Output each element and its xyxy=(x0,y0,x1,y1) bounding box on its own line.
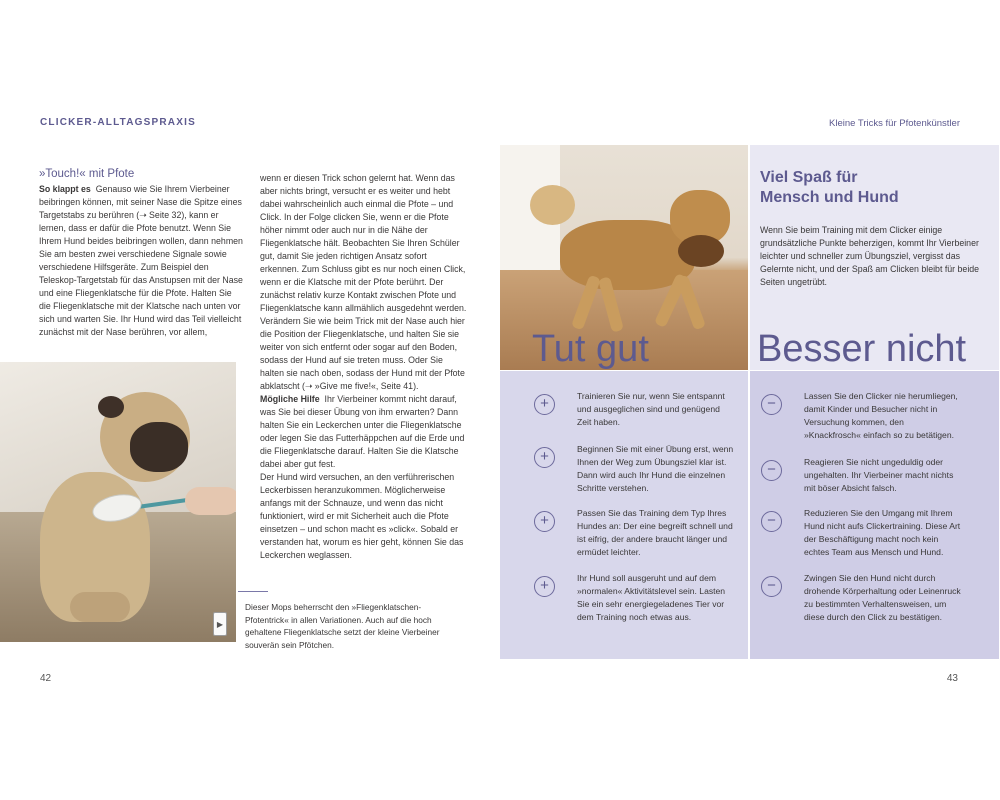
info-box-title: Viel Spaß für Mensch und Hund xyxy=(760,169,899,206)
besser-nicht-item xyxy=(761,507,961,559)
plus-circle-icon: + xyxy=(534,576,555,597)
caption-rule xyxy=(238,591,268,592)
left-column-2 xyxy=(260,172,468,562)
plus-circle-icon: + xyxy=(534,394,555,415)
besser-nicht-item-text: Lassen Sie den Clicker nie herumliegen, damit Kinder und Besucher nicht in Versuchung kommen, den »Knackfrosch« einfach so zu betätigen. xyxy=(804,391,958,440)
tut-gut-item xyxy=(534,443,734,495)
besser-nicht-item xyxy=(761,572,961,624)
minus-circle-icon: − xyxy=(761,460,782,481)
section-title: »Touch!« mit Pfote xyxy=(39,168,135,180)
help-paragraph-2: Der Hund wird versuchen, an den verführerischen Leckerbissen heranzukommen. Möglicherweise anfangs mit der Schnauze, und wenn das nicht funktioniert, wird er mit Sicherheit auch die Pfote einsetzen – und schon macht es »click«. Sobald er verstanden hat, worum es hier geht, können Sie das Leckerchen weglassen. xyxy=(260,472,464,560)
video-play-icon[interactable]: ▶ xyxy=(213,612,227,636)
plus-circle-icon: + xyxy=(534,511,555,532)
lead-label: So klappt es xyxy=(39,184,91,194)
pug-photo xyxy=(0,362,236,642)
help-label: Mögliche Hilfe xyxy=(260,394,320,404)
minus-circle-icon: − xyxy=(761,576,782,597)
continued-paragraph: wenn er diesen Trick schon gelernt hat. Wenn das aber nichts bringt, versucht er es weiter und hebt dabei wahrscheinlich auch einmal die Pfote – und Click. In der Folge clicken Sie, wenn er die Pfote höher nimmt oder auch nur in die Nähe der Fliegenklatsche hält. Beobachten Sie Ihren Schüler gut, damit Sie jeden richtigen Ansatz sofort erkennen. Zum Schluss gibt es nur noch einen Click, wenn er die Klatsche mit der Pfote berührt. Der zunächst relativ kurze Kontakt zwischen Pfote und Fliegenklatsche kann allmählich ausgedehnt werden. Verändern Sie wie beim Trick mit der Nase auch hier die Position der Fliegenklatsche, und halten Sie sie weiter von sich entfernt oder sogar auf den Boden, sodass der Hund auf sie treten muss. Oder Sie halten sie nach oben, sodass der Hund mit der Pfote abklatscht (➝ »Give me five!«, Seite 41). xyxy=(260,173,467,391)
plus-circle-icon: + xyxy=(534,447,555,468)
running-head-right: Kleine Tricks für Pfotenkünstler xyxy=(829,118,960,129)
info-box-text: Wenn Sie beim Training mit dem Clicker einige grundsätzliche Punkte beherzigen, kommt Ihr Vierbeiner leichter und schneller zum Übungsziel, vergisst das Gelernte nicht, und der Spaß am Clicken bleibt für beide Seiten ungetrübt. xyxy=(760,225,980,287)
minus-circle-icon: − xyxy=(761,394,782,415)
tut-gut-item-text: Beginnen Sie mit einer Übung erst, wenn Ihnen der Weg zum Übungsziel klar ist. Dann wird auch Ihr Hund die einzelnen Schritte verstehen. xyxy=(577,444,734,493)
tut-gut-item-text: Passen Sie das Training dem Typ Ihres Hundes an: Der eine begreift schnell und ist eifrig, der andere braucht länger und ermüdet leichter. xyxy=(577,508,733,557)
tut-gut-item xyxy=(534,507,734,559)
running-head-left: CLICKER-ALLTAGSPRAXIS xyxy=(40,117,196,128)
left-column-1 xyxy=(39,168,244,339)
page-number-left: 42 xyxy=(40,673,52,684)
besser-nicht-item xyxy=(761,390,961,442)
minus-circle-icon: − xyxy=(761,511,782,532)
intro-paragraph xyxy=(39,183,244,339)
tut-gut-item xyxy=(534,390,734,429)
besser-nicht-item-text: Reduzieren Sie den Umgang mit Ihrem Hund nicht aufs Clickertraining. Diese Art der Beschäftigung macht noch kein echtes Team aus Mensch und Hund. xyxy=(804,508,961,557)
tut-gut-item-text: Trainieren Sie nur, wenn Sie entspannt und ausgeglichen sind und genügend Zeit haben. xyxy=(577,391,725,427)
besser-nicht-item-text: Zwingen Sie den Hund nicht durch drohende Körperhaltung oder Leinenruck zu bestimmten Verhaltensweisen, um diese durch den Click zu bestätigen. xyxy=(804,573,961,622)
help-text: Ihr Vierbeiner kommt nicht darauf, was Sie bei dieser Übung von ihm erwarten? Dann halten Sie ein Leckerchen unter die Fliegenklatsche oder legen Sie das Futterhäppchen auf die Erde und die Fliegenklatsche darauf. Halten Sie die Klatsche dabei aber gut fest. xyxy=(260,394,465,469)
besser-nicht-item-text: Reagieren Sie nicht ungeduldig oder ungehalten. Ihr Vierbeiner macht nichts mit böser Absicht falsch. xyxy=(804,457,954,493)
help-paragraph xyxy=(260,393,468,471)
besser-nicht-heading: Besser nicht xyxy=(757,328,967,370)
besser-nicht-item xyxy=(761,456,961,495)
intro-text: Genauso wie Sie Ihrem Vierbeiner beibringen können, mit seiner Nase die Spitze eines Targetstabs zu berühren (➝ Seite 32), kann er lernen, dass er dafür die Pfote benutzt. Wenn Sie Ihrem Hund beides beibringen wollen, dann nehmen Sie am besten zwei verschiedene Signale sowie verschiedene Hilfsgeräte. Zum Beispiel den Teleskop-Targetstab für das Anstupsen mit der Nase und eine Fliegenklatsche für die Pfote. Halten Sie die Fliegenklatsche mit der Klatsche nach unten vor sich und warten Sie. Ihr Hund wird das Teil vielleicht zunächst mit der Nase berühren, vor allem, xyxy=(39,184,243,337)
tut-gut-heading: Tut gut xyxy=(532,328,649,370)
tut-gut-item-text: Ihr Hund soll ausgeruht und auf dem »normalen« Aktivitätslevel sein. Lasten Sie ein sehr energiegeladenes Tier vor dem Training noch etwas aus. xyxy=(577,573,726,622)
photo-caption: Dieser Mops beherrscht den »Fliegenklatschen-Pfotentrick« in allen Variationen. Auch auf die hoch gehaltene Fliegenklatsche setzt der kleine Vierbeiner souverän sein Pfötchen. xyxy=(245,602,440,650)
tut-gut-item xyxy=(534,572,734,624)
page-number-right: 43 xyxy=(946,673,958,684)
